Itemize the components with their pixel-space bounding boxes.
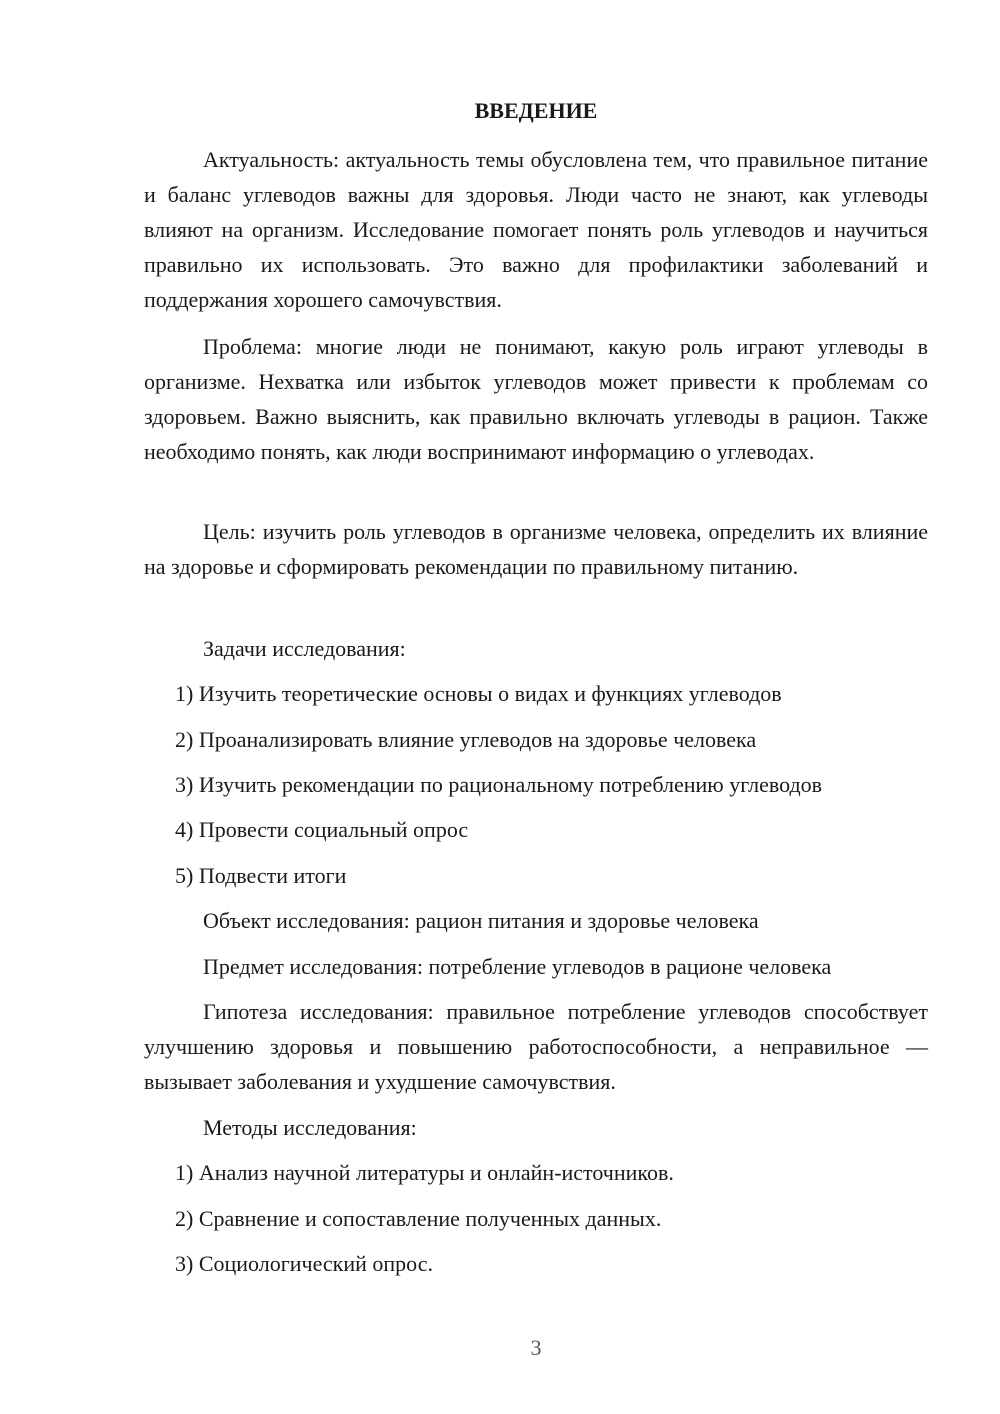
task-item-4: 4) Провести социальный опрос bbox=[175, 817, 469, 842]
research-object: Объект исследования: рацион питания и здоровье человека bbox=[203, 908, 759, 933]
task-item-2: 2) Проанализировать влияние углеводов на здоровье человека bbox=[175, 727, 757, 752]
method-item-3: 3) Социологический опрос. bbox=[175, 1251, 433, 1276]
page-title: ВВЕДЕНИЕ bbox=[474, 98, 598, 123]
task-item-3: 3) Изучить рекомендации по рациональному потреблению углеводов bbox=[175, 772, 823, 797]
research-subject: Предмет исследования: потребление углеводов в рационе человека bbox=[203, 954, 832, 979]
tasks-heading: Задачи исследования: bbox=[203, 636, 406, 661]
task-item-5: 5) Подвести итоги bbox=[175, 863, 347, 888]
goal-paragraph: Цель: изучить роль углеводов в организме человека, определить их влияние на здоровье и сформировать рекомендации по правильному питанию. bbox=[144, 519, 928, 579]
methods-heading: Методы исследования: bbox=[203, 1115, 417, 1140]
document-page bbox=[144, 0, 928, 1414]
method-item-2: 2) Сравнение и сопоставление полученных данных. bbox=[175, 1206, 662, 1231]
problem-paragraph: Проблема: многие люди не понимают, какую роль играют углеводы в организме. Нехватка или избыток углеводов может привести к проблемам со здоровьем. Важно выяснить, как правильно включать углеводы в рацион. Также необходимо понять, как люди воспринимают информацию о углеводах. bbox=[144, 334, 928, 464]
hypothesis-paragraph: Гипотеза исследования: правильное потребление углеводов способствует улучшению здоровья и повышению работоспособности, а неправильное — вызывает заболевания и ухудшение самочувствия. bbox=[144, 999, 928, 1094]
method-item-1: 1) Анализ научной литературы и онлайн-источников. bbox=[175, 1160, 674, 1185]
relevance-paragraph: Актуальность: актуальность темы обусловлена тем, что правильное питание и баланс углеводов важны для здоровья. Люди часто не знают, как углеводы влияют на организм. Исследование помогает понять роль углеводов и научиться правильно их использовать. Это важно для профилактики заболеваний и поддержания хорошего самочувствия. bbox=[144, 147, 928, 312]
task-item-1: 1) Изучить теоретические основы о видах и функциях углеводов bbox=[175, 681, 782, 706]
page-number: 3 bbox=[530, 1335, 542, 1360]
